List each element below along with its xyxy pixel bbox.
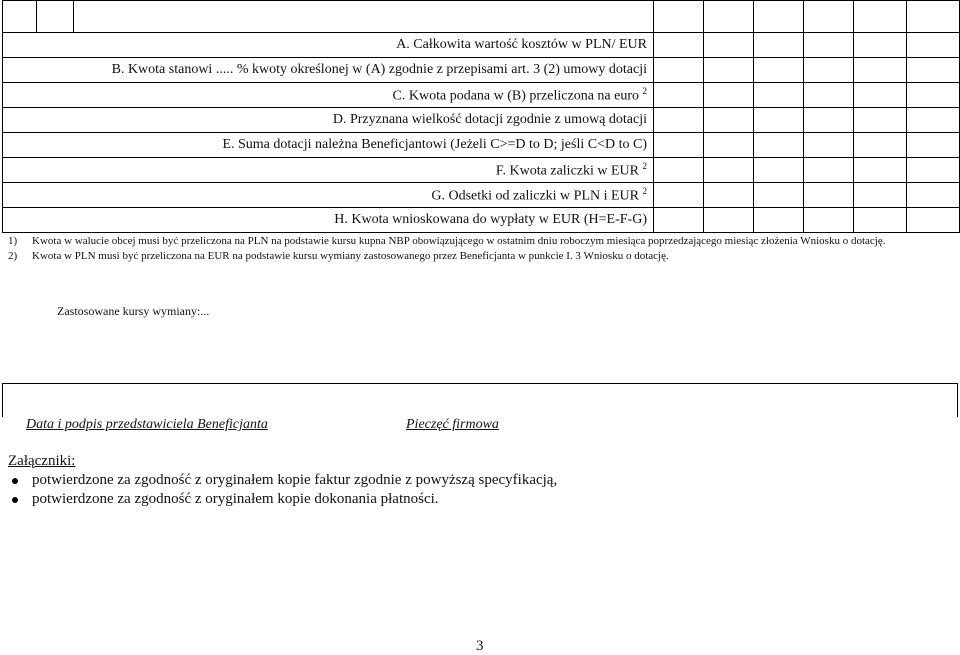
- value-cell: [907, 58, 960, 83]
- value-cell: [704, 208, 754, 233]
- row-label: [3, 133, 654, 158]
- footnote-number: 1): [8, 235, 18, 247]
- value-cell: [804, 158, 854, 183]
- row-label-text: C. Kwota podana w (B) przeliczona na euro: [392, 88, 639, 104]
- value-cell: [704, 33, 754, 58]
- value-cell: [754, 133, 804, 158]
- value-cell: [907, 183, 960, 208]
- page-number: 3: [476, 638, 484, 654]
- value-cell: [654, 158, 704, 183]
- footnotes: [8, 234, 956, 264]
- exchange-rates-line: Zastosowane kursy wymiany:...: [57, 304, 210, 318]
- cost-summary-table: [2, 0, 960, 233]
- value-cell: [907, 158, 960, 183]
- attachments-list: [8, 471, 557, 509]
- value-cell: [804, 33, 854, 58]
- row-label-text: D. Przyznana wielkość dotacji zgodnie z umową dotacji: [332, 112, 647, 128]
- value-cell: [754, 183, 804, 208]
- value-cell: [754, 58, 804, 83]
- value-cell: [804, 83, 854, 108]
- value-cell: [854, 33, 907, 58]
- value-cell: [854, 83, 907, 108]
- value-cell: [754, 108, 804, 133]
- table-row: [3, 83, 960, 108]
- value-cell: [704, 108, 754, 133]
- value-cell: [704, 133, 754, 158]
- table-row: [3, 183, 960, 208]
- value-cell: [854, 158, 907, 183]
- row-label-text: B. Kwota stanowi ..... % kwoty określonej w (A) zgodnie z przepisami art. 3 (2) umowy dotacji: [111, 62, 647, 78]
- row-label-text: F. Kwota zaliczki w EUR: [495, 163, 639, 179]
- value-cell: [854, 183, 907, 208]
- value-cell: [704, 158, 754, 183]
- value-cell: [907, 133, 960, 158]
- table-header-row: [3, 1, 960, 33]
- footnote-ref: 2: [642, 160, 647, 171]
- row-label: [3, 33, 654, 58]
- stamp-label: Pieczęć firmowa: [406, 417, 499, 432]
- attachments-title: Załączniki:: [8, 453, 76, 469]
- value-cell: [804, 183, 854, 208]
- value-cell: [754, 208, 804, 233]
- value-cell: [804, 58, 854, 83]
- bullet-icon: [12, 497, 18, 503]
- list-item: [8, 490, 557, 509]
- footnote-ref: 2: [642, 85, 647, 96]
- footnote-2: [8, 249, 956, 264]
- attachment-text: potwierdzone za zgodność z oryginałem kopie faktur zgodnie z powyższą specyfikacją,: [32, 472, 558, 488]
- value-cell: [704, 83, 754, 108]
- row-label-text: E. Suma dotacji należna Beneficjantowi (Jeżeli C>=D to D; jeśli C<D to C): [222, 137, 647, 153]
- value-cell: [654, 58, 704, 83]
- table-row: [3, 108, 960, 133]
- value-cell: [854, 108, 907, 133]
- value-cell: [704, 58, 754, 83]
- row-label: [3, 158, 654, 183]
- footnote-text: Kwota w walucie obcej musi być przeliczona na PLN na podstawie kursu kupna NBP obowiązującego w ostatnim dniu roboczym miesiąca poprzedzającego miesiąc złożenia Wniosku o dotację.: [32, 235, 886, 247]
- value-cell: [654, 183, 704, 208]
- value-cell: [654, 208, 704, 233]
- row-label-text: H. Kwota wnioskowana do wypłaty w EUR (H=E-F-G): [334, 212, 647, 228]
- row-label-text: G. Odsetki od zaliczki w PLN i EUR: [431, 188, 639, 204]
- footnote-1: [8, 234, 956, 249]
- value-cell: [804, 208, 854, 233]
- table-row: [3, 158, 960, 183]
- value-cell: [907, 108, 960, 133]
- row-label: [3, 83, 654, 108]
- value-cell: [654, 133, 704, 158]
- footnote-ref: 2: [642, 185, 647, 196]
- row-label: [3, 108, 654, 133]
- bullet-icon: [12, 478, 18, 484]
- table-row: [3, 133, 960, 158]
- table-row: [3, 33, 960, 58]
- value-cell: [754, 33, 804, 58]
- value-cell: [907, 208, 960, 233]
- row-label-text: A. Całkowita wartość kosztów w PLN/ EUR: [396, 37, 647, 53]
- row-label: [3, 208, 654, 233]
- value-cell: [804, 133, 854, 158]
- value-cell: [654, 83, 704, 108]
- value-cell: [854, 208, 907, 233]
- value-cell: [754, 158, 804, 183]
- value-cell: [654, 108, 704, 133]
- value-cell: [704, 183, 754, 208]
- row-label: [3, 183, 654, 208]
- table-row: [3, 208, 960, 233]
- value-cell: [907, 33, 960, 58]
- value-cell: [754, 83, 804, 108]
- value-cell: [804, 108, 854, 133]
- footnote-text: Kwota w PLN musi być przeliczona na EUR na podstawie kursu wymiany zastosowanego przez Beneficjanta w punkcie I. 3 Wniosku o dotację.: [32, 250, 669, 262]
- value-cell: [654, 33, 704, 58]
- value-cell: [854, 133, 907, 158]
- attachment-text: potwierdzone za zgodność z oryginałem kopie dokonania płatności.: [32, 491, 439, 507]
- signature-label: Data i podpis przedstawiciela Beneficjanta: [26, 417, 268, 432]
- row-label: [3, 58, 654, 83]
- list-item: [8, 471, 557, 490]
- value-cell: [907, 83, 960, 108]
- footnote-number: 2): [8, 250, 18, 262]
- signature-box: [2, 383, 958, 417]
- table-row: [3, 58, 960, 83]
- value-cell: [854, 58, 907, 83]
